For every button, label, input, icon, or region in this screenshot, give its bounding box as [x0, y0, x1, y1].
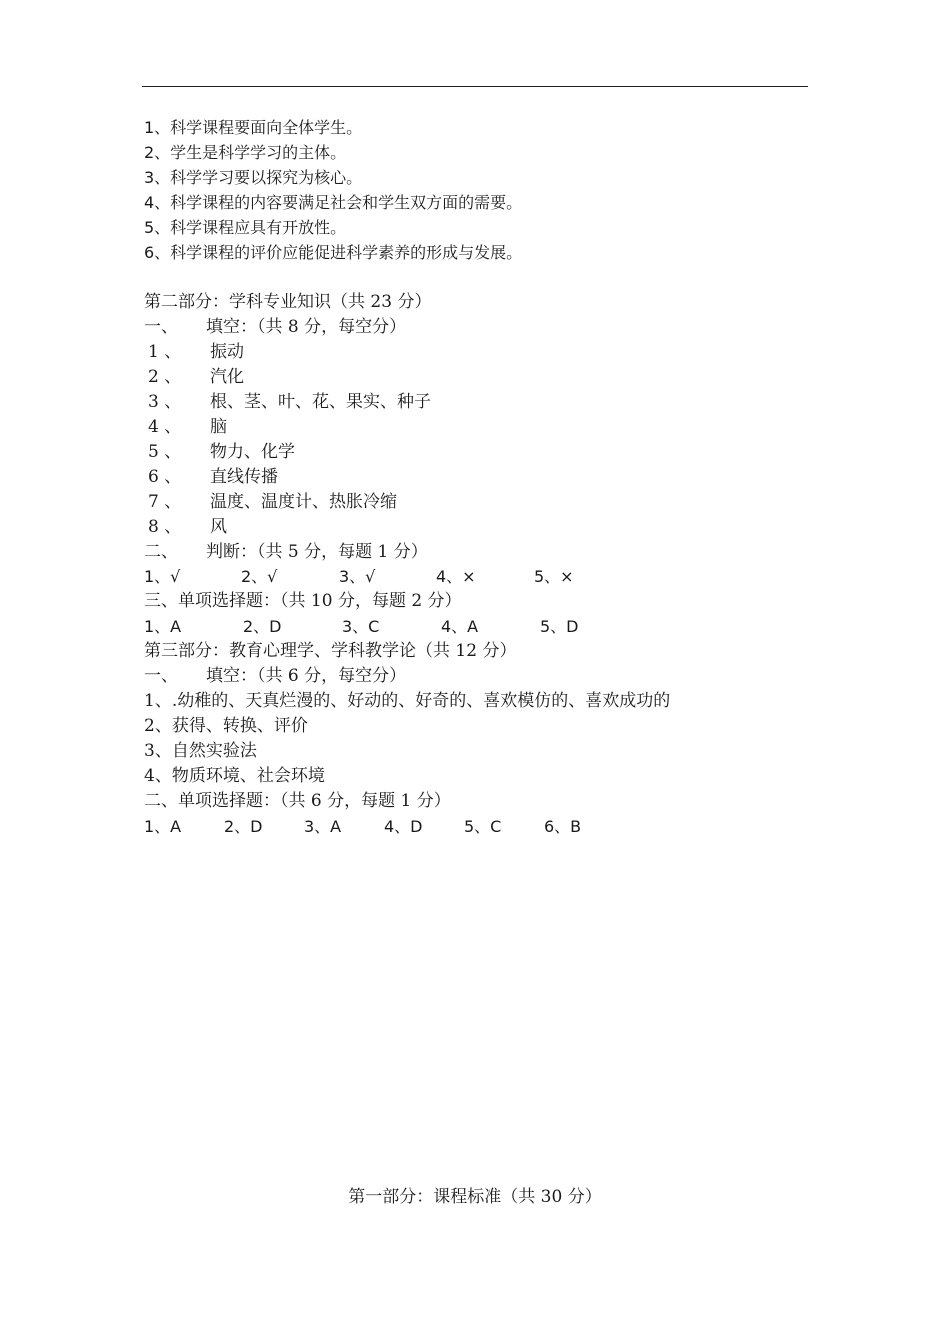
- section-number: 一、: [144, 666, 178, 686]
- judge-answers-row: [144, 566, 574, 588]
- item-answer: 风: [210, 517, 227, 537]
- choice-answer: 3、C: [342, 617, 380, 636]
- choice-answer: 2、D: [224, 817, 263, 836]
- judge-answer: 4、×: [436, 567, 476, 586]
- part2-judge-heading: [144, 541, 428, 563]
- item-number: 4 、: [148, 417, 182, 437]
- judge-answer: 1、√: [144, 567, 181, 586]
- item-answer: 脑: [210, 417, 227, 437]
- part2-heading: 第二部分：学科专业知识（共 23 分）: [144, 292, 432, 312]
- item-answer: 物力、化学: [210, 442, 295, 462]
- item-answer: 根、茎、叶、花、果实、种子: [210, 392, 431, 412]
- item-number: 2 、: [148, 367, 182, 387]
- item-number: 6 、: [148, 467, 182, 487]
- fill-item: [144, 366, 244, 388]
- fill-item: [144, 416, 227, 438]
- choice-answer: 2、D: [243, 617, 282, 636]
- item-answer: 振动: [210, 342, 244, 362]
- fill-item: [144, 516, 227, 538]
- item-answer: 直线传播: [210, 467, 278, 487]
- choice-answers-row: [144, 616, 579, 638]
- header-rule: [142, 86, 808, 87]
- part1-footer-title: 第一部分：课程标准（共 30 分）: [348, 1187, 602, 1207]
- principle-5: 5、科学课程应具有开放性。: [144, 218, 347, 237]
- part3-fill-item: 4、物质环境、社会环境: [144, 766, 325, 786]
- item-number: 3 、: [148, 392, 182, 412]
- item-number: 8 、: [148, 517, 182, 537]
- choice-answer: 5、D: [540, 617, 579, 636]
- item-number: 7 、: [148, 492, 182, 512]
- part2-choice-heading: 三、单项选择题：（共 10 分，每题 2 分）: [144, 591, 462, 611]
- principle-1: 1、科学课程要面向全体学生。: [144, 118, 363, 137]
- choice-answer: 4、D: [384, 817, 423, 836]
- section-title: 填空：（共 6 分，每空分）: [206, 666, 407, 686]
- choice-answer: 1、A: [144, 817, 182, 836]
- item-number: 5 、: [148, 442, 182, 462]
- part3-choice-answers-row: [144, 816, 581, 838]
- item-answer: 温度、温度计、热胀冷缩: [210, 492, 397, 512]
- section-title: 判断：（共 5 分，每题 1 分）: [206, 542, 428, 562]
- item-number: 1 、: [148, 342, 182, 362]
- principle-6: 6、科学课程的评价应能促进科学素养的形成与发展。: [144, 243, 523, 262]
- fill-item: [144, 466, 278, 488]
- judge-answer: 5、×: [534, 567, 574, 586]
- part3-fill-heading: [144, 665, 406, 687]
- principle-3: 3、科学学习要以探究为核心。: [144, 168, 363, 187]
- section-number: 一、: [144, 317, 178, 337]
- section-number: 二、: [144, 542, 178, 562]
- choice-answer: 3、A: [304, 817, 342, 836]
- principle-2: 2、学生是科学学习的主体。: [144, 143, 347, 162]
- fill-item: [144, 441, 295, 463]
- part3-fill-item: 3、自然实验法: [144, 741, 257, 761]
- fill-item: [144, 391, 431, 413]
- section-title: 填空：（共 8 分，每空分）: [206, 317, 407, 337]
- fill-item: [144, 341, 244, 363]
- principle-4: 4、科学课程的内容要满足社会和学生双方面的需要。: [144, 193, 523, 212]
- item-answer: 汽化: [210, 367, 244, 387]
- judge-answer: 2、√: [241, 567, 278, 586]
- part3-choice-heading: 二、单项选择题：（共 6 分，每题 1 分）: [144, 791, 451, 811]
- part3-heading: 第三部分：教育心理学、学科教学论（共 12 分）: [144, 641, 517, 661]
- choice-answer: 5、C: [464, 817, 502, 836]
- part2-fill-heading: [144, 316, 406, 338]
- part3-fill-item: 1、.幼稚的、天真烂漫的、好动的、好奇的、喜欢模仿的、喜欢成功的: [144, 691, 671, 711]
- choice-answer: 6、B: [544, 817, 582, 836]
- judge-answer: 3、√: [339, 567, 376, 586]
- choice-answer: 4、A: [441, 617, 479, 636]
- part3-fill-item: 2、获得、转换、评价: [144, 716, 308, 736]
- choice-answer: 1、A: [144, 617, 182, 636]
- fill-item: [144, 491, 397, 513]
